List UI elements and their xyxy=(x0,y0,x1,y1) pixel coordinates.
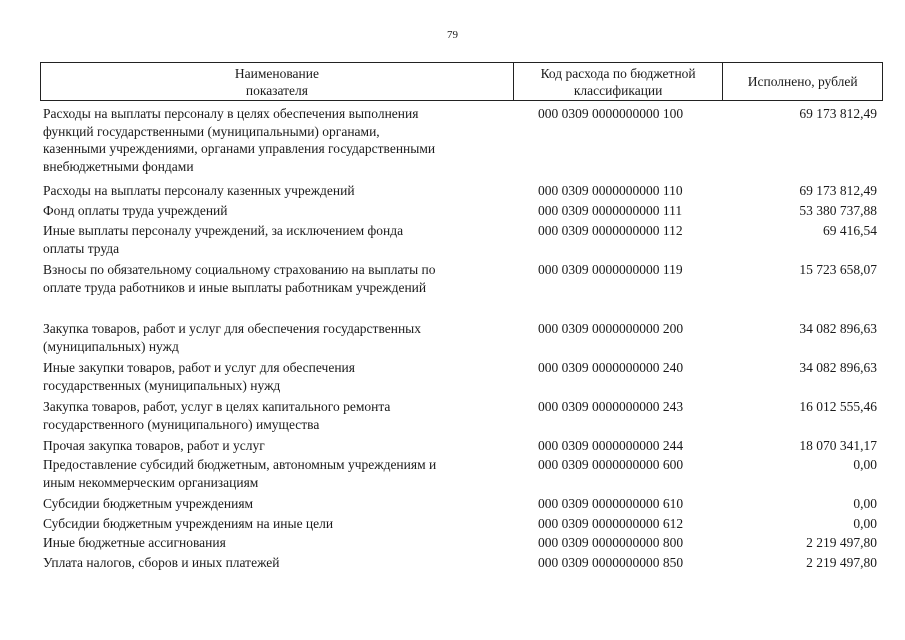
row-amount: 0,00 xyxy=(853,516,877,531)
row-name: Иные выплаты персоналу учреждений, за исключением фонда оплаты труда xyxy=(43,223,404,256)
row-name: Прочая закупка товаров, работ и услуг xyxy=(43,438,265,453)
header-code-column xyxy=(514,63,724,100)
row-name: Субсидии бюджетным учреждениям xyxy=(43,496,254,511)
row-code: 000 0309 0000000000 100 xyxy=(538,106,684,121)
row-code: 000 0309 0000000000 244 xyxy=(538,438,684,453)
row-code: 000 0309 0000000000 243 xyxy=(538,399,684,414)
header-code-label: Код расхода по бюджетной классификации xyxy=(540,65,696,98)
row-code: 000 0309 0000000000 600 xyxy=(538,457,684,472)
row-name: Иные бюджетные ассигнования xyxy=(43,535,226,550)
table-header xyxy=(40,62,883,101)
row-code: 000 0309 0000000000 850 xyxy=(538,555,684,570)
row-code: 000 0309 0000000000 112 xyxy=(538,223,683,238)
row-amount: 34 082 896,63 xyxy=(799,360,877,375)
row-code: 000 0309 0000000000 110 xyxy=(538,183,683,198)
row-amount: 16 012 555,46 xyxy=(799,399,877,414)
row-name: Расходы на выплаты персоналу казенных учреждений xyxy=(43,183,355,198)
header-name-column xyxy=(41,63,514,100)
row-amount: 18 070 341,17 xyxy=(799,438,877,453)
row-amount: 2 219 497,80 xyxy=(806,555,877,570)
row-name: Закупка товаров, работ, услуг в целях капитального ремонта государственного (муниципального) имущества xyxy=(43,399,391,432)
row-amount: 69 173 812,49 xyxy=(799,106,877,121)
row-amount: 69 173 812,49 xyxy=(799,183,877,198)
row-amount: 0,00 xyxy=(853,457,877,472)
row-name: Предоставление субсидий бюджетным, автономным учреждениям и иным некоммерческим организациям xyxy=(43,457,437,490)
row-name: Субсидии бюджетным учреждениям на иные цели xyxy=(43,516,334,531)
row-code: 000 0309 0000000000 800 xyxy=(538,535,684,550)
row-name: Уплата налогов, сборов и иных платежей xyxy=(43,555,280,570)
row-name: Закупка товаров, работ и услуг для обеспечения государственных (муниципальных) нужд xyxy=(43,321,422,354)
row-code: 000 0309 0000000000 240 xyxy=(538,360,684,375)
row-name: Взносы по обязательному социальному страхованию на выплаты по оплате труда работников и иные выплаты работникам учреждений xyxy=(43,262,436,295)
row-amount: 53 380 737,88 xyxy=(799,203,877,218)
header-amount-label: Исполнено, рублей xyxy=(747,74,858,89)
row-code: 000 0309 0000000000 200 xyxy=(538,321,684,336)
row-name: Иные закупки товаров, работ и услуг для обеспечения государственных (муниципальных) нужд xyxy=(43,360,355,393)
row-code: 000 0309 0000000000 119 xyxy=(538,262,683,277)
page-number: 79 xyxy=(447,29,458,41)
row-amount: 2 219 497,80 xyxy=(806,535,877,550)
header-amount-column xyxy=(723,63,882,100)
row-amount: 34 082 896,63 xyxy=(799,321,877,336)
row-code: 000 0309 0000000000 610 xyxy=(538,496,684,511)
row-code: 000 0309 0000000000 111 xyxy=(538,203,683,218)
row-amount: 0,00 xyxy=(853,496,877,511)
row-name: Фонд оплаты труда учреждений xyxy=(43,203,228,218)
row-amount: 69 416,54 xyxy=(823,223,877,238)
row-code: 000 0309 0000000000 612 xyxy=(538,516,684,531)
header-name-label: Наименование показателя xyxy=(234,65,319,98)
row-amount: 15 723 658,07 xyxy=(799,262,877,277)
row-name: Расходы на выплаты персоналу в целях обеспечения выполнения функций государственными (муниципальными) органами, казенными учреждениями, органами управления государственными внебюджетными фондами xyxy=(43,106,436,174)
